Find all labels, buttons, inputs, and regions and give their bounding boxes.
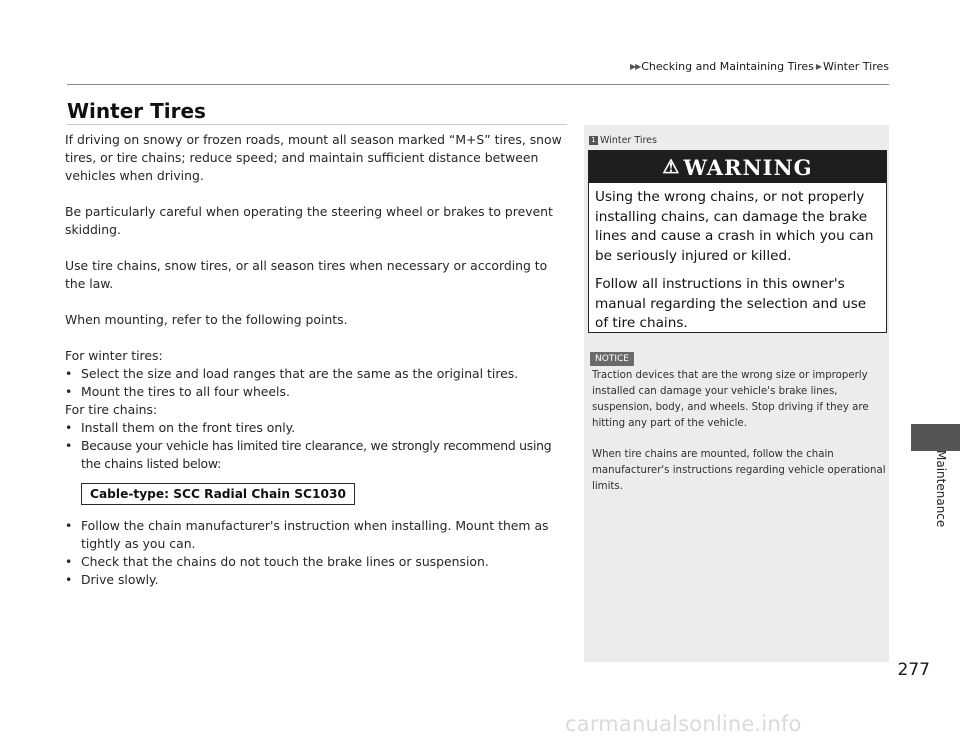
list-item: • Mount the tires to all four wheels.	[65, 384, 290, 399]
warning-text	[589, 183, 886, 334]
warning-box	[588, 150, 887, 333]
notice-paragraph: Traction devices that are the wrong size or improperly installed can damage your vehicle's brake lines, suspension, body, and wheels. Stop driving if they are hitting any part of the vehicle.	[592, 370, 869, 429]
warning-triangle-icon: ⚠	[662, 156, 681, 178]
intro-paragraph: If driving on snowy or frozen roads, mount all season marked “M+S” tires, snow tires, or tire chains; reduce speed; and maintain sufficient distance between vehicles when driving.	[65, 132, 562, 183]
side-notes-title: Winter Tires	[600, 135, 657, 146]
breadcrumb	[629, 60, 889, 73]
bullet-icon: •	[65, 384, 73, 399]
intro-paragraph: When mounting, refer to the following points.	[65, 312, 348, 327]
notice-paragraph: When tire chains are mounted, follow the chain manufacturer's instructions regarding vehicle operational limits.	[592, 449, 886, 492]
double-arrow-icon: ▶▶	[629, 62, 641, 71]
tire-chains-label: For tire chains:	[65, 402, 158, 417]
reference-icon: 1	[589, 136, 598, 145]
warning-paragraph: Follow all instructions in this owner's manual regarding the selection and use of tire chains.	[595, 276, 867, 331]
breadcrumb-parent[interactable]: Checking and Maintaining Tires	[641, 60, 814, 73]
list-item: • Select the size and load ranges that are the same as the original tires.	[65, 366, 519, 381]
notice-text	[592, 368, 887, 510]
intro-paragraph: Be particularly careful when operating the steering wheel or brakes to prevent skidding.	[65, 204, 553, 237]
warning-header	[589, 151, 886, 183]
section-tab-marker[interactable]	[911, 424, 960, 451]
side-notes-heading	[589, 135, 657, 146]
main-content	[65, 131, 570, 589]
page-number: 277	[897, 660, 930, 680]
recommended-chain-box: Cable-type: SCC Radial Chain SC1030	[81, 483, 355, 505]
notice-badge: NOTICE	[590, 352, 634, 366]
list-item: • Follow the chain manufacturer's instruction when installing. Mount them as tightly as you can.	[65, 518, 549, 551]
arrow-icon: ▶	[815, 62, 822, 71]
breadcrumb-current[interactable]: Winter Tires	[823, 60, 889, 73]
bullet-icon: •	[65, 554, 73, 569]
bullet-icon: •	[65, 420, 73, 435]
list-item: • Drive slowly.	[65, 572, 159, 587]
section-label: Maintenance	[934, 450, 948, 528]
warning-label: WARNING	[683, 154, 813, 180]
winter-tires-label: For winter tires:	[65, 348, 163, 363]
title-divider	[67, 124, 567, 125]
bullet-icon: •	[65, 366, 73, 381]
page-title: Winter Tires	[67, 99, 206, 123]
intro-paragraph: Use tire chains, snow tires, or all season tires when necessary or according to the law.	[65, 258, 548, 291]
list-item: • Check that the chains do not touch the brake lines or suspension.	[65, 554, 489, 569]
bullet-icon: •	[65, 518, 73, 533]
header-divider	[67, 84, 889, 85]
list-item: • Install them on the front tires only.	[65, 420, 296, 435]
list-item: • Because your vehicle has limited tire clearance, we strongly recommend using the chains listed below:	[65, 438, 552, 471]
bullet-icon: •	[65, 438, 73, 453]
watermark: carmanualsonline.info	[565, 712, 802, 736]
bullet-icon: •	[65, 572, 73, 587]
warning-paragraph: Using the wrong chains, or not properly installing chains, can damage the brake lines and cause a crash in which you can be seriously injured or killed.	[595, 189, 874, 264]
side-notes-panel	[584, 125, 889, 662]
